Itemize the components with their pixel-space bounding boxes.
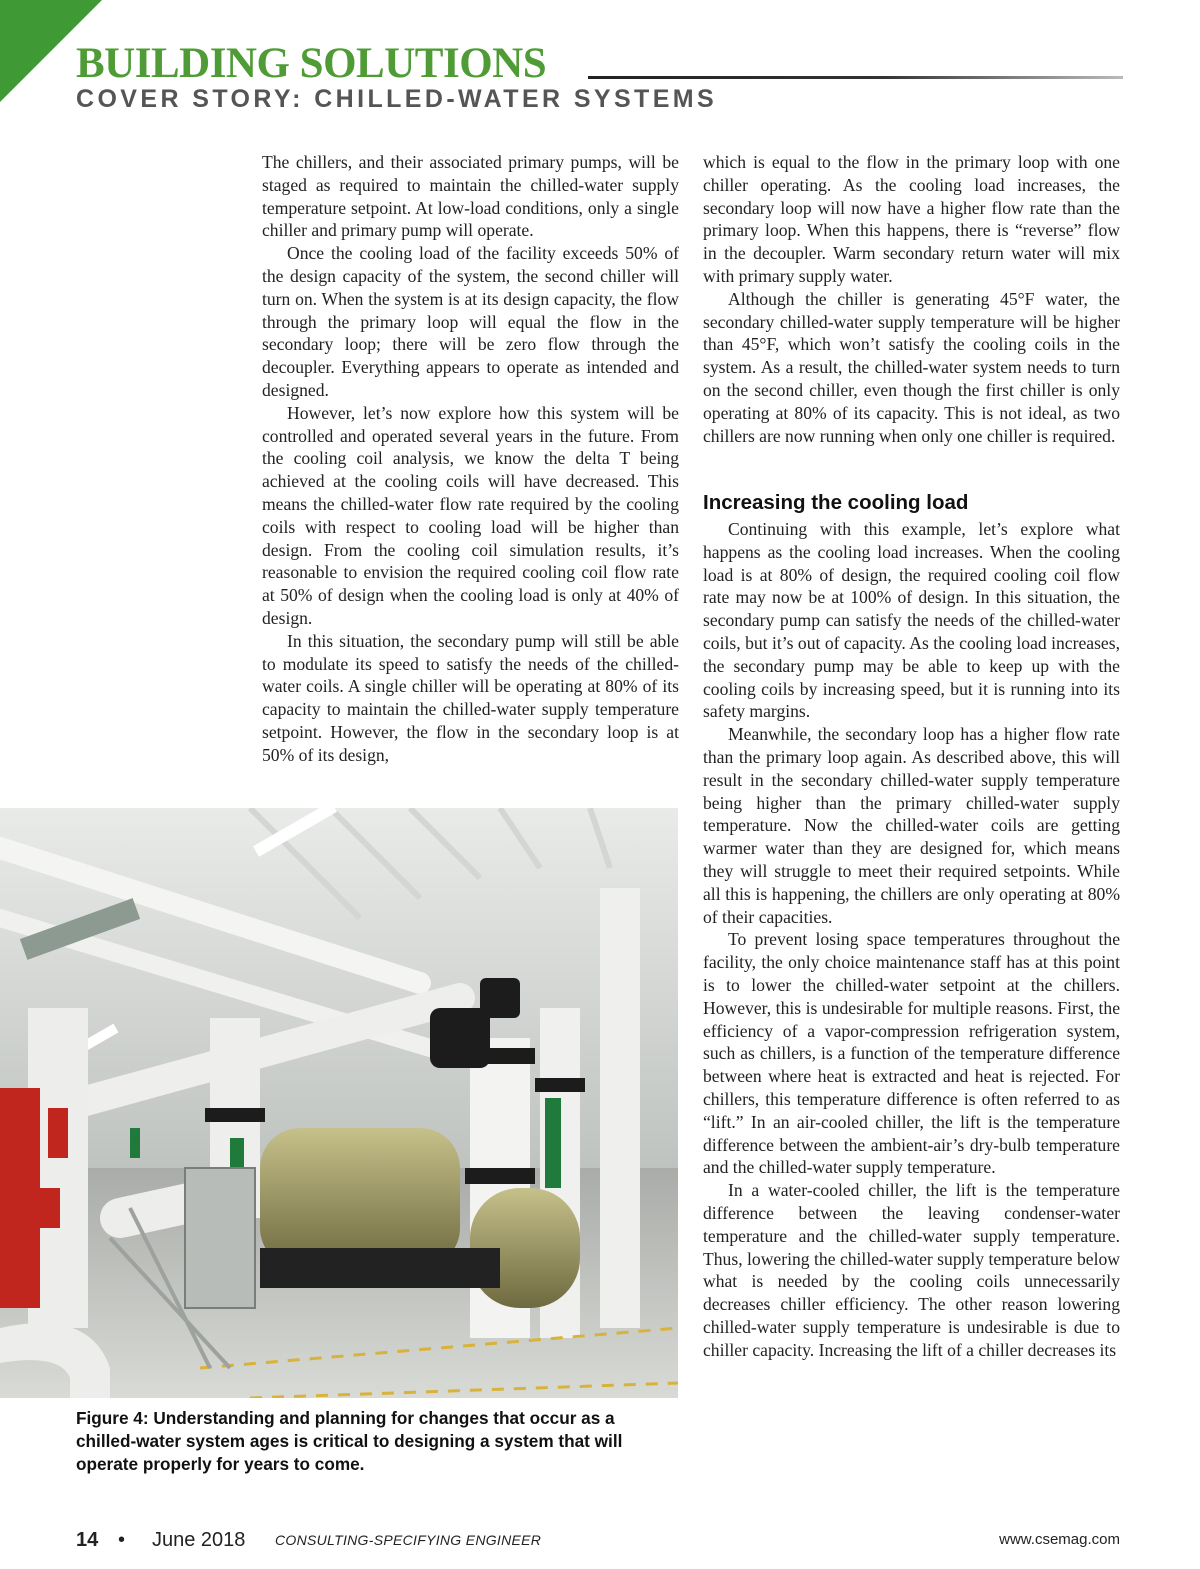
- subheading: Increasing the cooling load: [703, 491, 969, 514]
- paragraph: However, let’s now explore how this system will be controlled and operated several years in the future. From the cooling coil analysis, we know the delta T being achieved at the cooling coils will have decreased. This means the chilled-water flow rate required by the cooling coils with respect to cooling load will be higher than design. From the cooling coil simulation results, it’s reasonable to envision the required cooling coil flow rate at 50% of design when the cooling load is only at 40% of design.: [262, 402, 679, 628]
- section-title: BUILDING SOLUTIONS: [76, 40, 547, 87]
- section-subtitle: COVER STORY: CHILLED-WATER SYSTEMS: [76, 85, 718, 113]
- paragraph: To prevent losing space temperatures throughout the facility, the only choice maintenance staff has at this point is to lower the chilled-water setpoint at the chillers. However, this is undesirable for multiple reasons. First, the efficiency of a vapor-compression refrigeration system, such as chillers, is a function of the temperature difference between where heat is extracted and heat is rejected. For chillers, this temperature difference is often referred to as “lift.” In an air-cooled chiller, the lift is the temperature difference between the ambient-air’s dry-bulb temperature and the chilled-water supply temperature.: [703, 929, 1120, 1178]
- paragraph: In this situation, the secondary pump will still be able to modulate its speed to satisfy the needs of the chilled-water coils. A single chiller will be operating at 80% of its capacity to maintain the chilled-water supply temperature setpoint. However, the flow in the secondary loop is at 50% of its design,: [262, 630, 679, 765]
- paragraph: Meanwhile, the secondary loop has a higher flow rate than the primary loop again. As described above, this will result in the secondary chilled-water supply temperature being higher than the primary chilled-water supply temperature. Now the chilled-water coils are getting warmer water than they are designed for, which means they will struggle to meet their required setpoints. While all this is happening, the chillers are only operating at 80% of their capacities.: [703, 724, 1120, 927]
- article-column-left: [262, 151, 679, 767]
- page-number: 14: [76, 1529, 99, 1551]
- paragraph: Although the chiller is generating 45°F water, the secondary chilled-water supply temperature will be higher than 45°F, which won’t satisfy the cooling coils in the system. As a result, the chilled-water system needs to turn on the second chiller, even though the first chiller is only operating at 80% of its capacity. This is not ideal, as two chillers are now running when only one chiller is required.: [703, 288, 1120, 446]
- article-column-right-top: [703, 151, 1120, 447]
- paragraph: Continuing with this example, let’s explore what happens as the cooling load increases. When the cooling load is at 80% of design, the required cooling coil flow rate may now be at 100% of design. In this situation, the secondary pump can satisfy the needs of the chilled-water coils, but it’s out of capacity. As the cooling load increases, the secondary pump may be able to keep up with the cooling coils by increasing speed, but it is running into its safety margins.: [703, 519, 1120, 722]
- paragraph: which is equal to the flow in the primary loop with one chiller operating. As the cooling load increases, the secondary loop will now have a higher flow rate than the primary loop. When this happens, there is “reverse” flow in the decoupler. Warm secondary return water will mix with primary supply water.: [703, 152, 1120, 286]
- figure-photo-chiller-plant: [0, 808, 678, 1398]
- footer-bullet: •: [118, 1529, 126, 1551]
- article-column-right-bottom: [703, 518, 1120, 1361]
- paragraph: In a water-cooled chiller, the lift is the temperature difference between the leaving condenser-water temperature and the chilled-water supply temperature. Thus, lowering the chilled-water supply temperature below what is needed by the cooling coils unnecessarily decreases chiller efficiency. The other reason lowering chilled-water supply temperature is undesirable is due to chiller capacity. Increasing the lift of a chiller decreases its: [703, 1180, 1120, 1360]
- issue-date: June 2018: [152, 1529, 246, 1551]
- website-url: www.csemag.com: [999, 1531, 1120, 1548]
- magazine-name: CONSULTING-SPECIFYING ENGINEER: [275, 1532, 542, 1548]
- header-rule: [588, 76, 1123, 79]
- paragraph: The chillers, and their associated primary pumps, will be staged as required to maintain the chilled-water supply temperature setpoint. At low-load conditions, only a single chiller and primary pump will operate.: [262, 152, 679, 241]
- figure-caption: Figure 4: Understanding and planning for changes that occur as a chilled-water system ages is critical to designing a system that will operate properly for years to come.: [76, 1408, 623, 1474]
- paragraph: Once the cooling load of the facility exceeds 50% of the design capacity of the system, the second chiller will turn on. When the system is at its design capacity, the flow through the primary loop will equal the flow in the secondary loop; there will be zero flow through the decoupler. Everything appears to operate as intended and designed.: [262, 243, 679, 400]
